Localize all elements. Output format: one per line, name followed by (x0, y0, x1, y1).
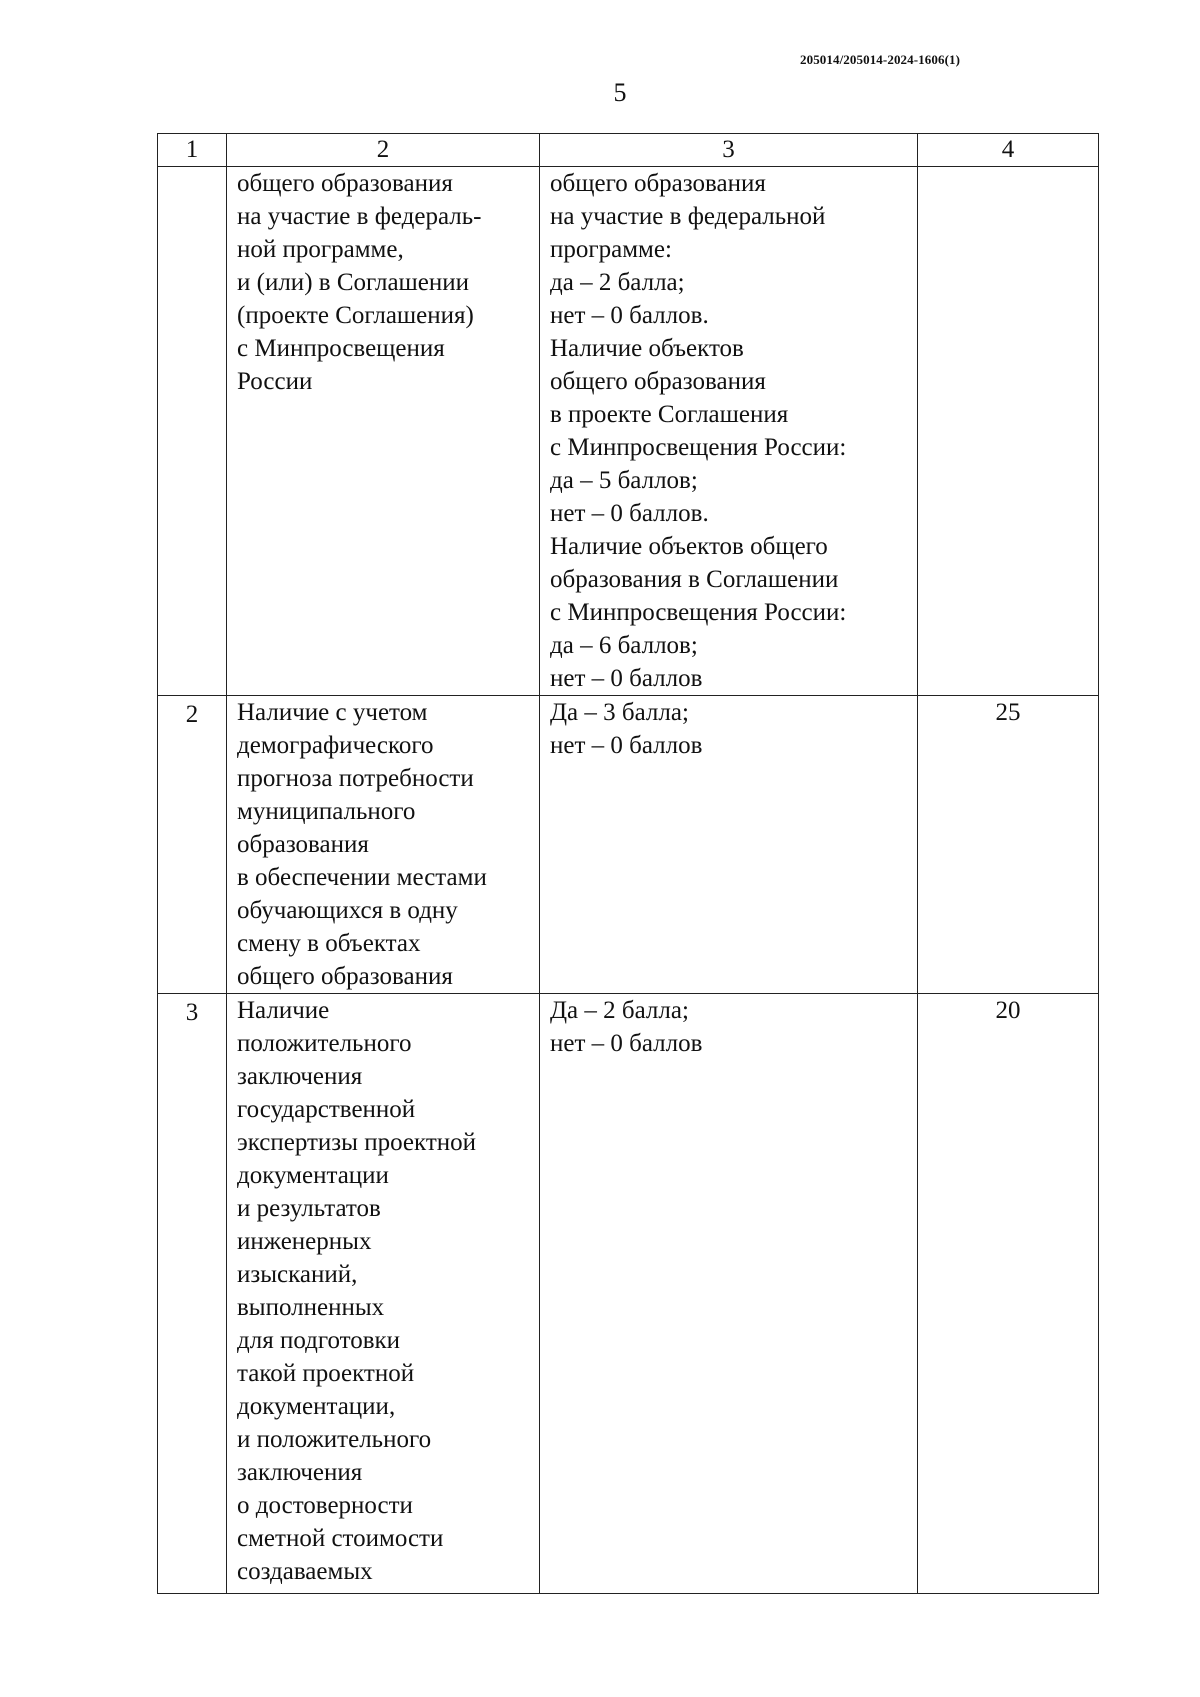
document-code: 205014/205014-2024-1606(1) (800, 52, 961, 67)
criterion-cell: Наличие с учетом демографического прогноза потребности муниципального образования в обеспечении местами обучающихся в одну смену в объектах общего образования (227, 696, 540, 994)
table-row (158, 696, 1099, 994)
row-number: 2 (158, 696, 227, 994)
page-number: 5 (613, 78, 627, 107)
weight-cell: 25 (918, 696, 1099, 994)
weight-cell (918, 167, 1099, 696)
scoring-cell: Да – 3 балла; нет – 0 баллов (540, 696, 918, 994)
column-header-2: 2 (227, 134, 540, 167)
column-header-1: 1 (158, 134, 227, 167)
row-number (158, 167, 227, 696)
weight-cell: 20 (918, 994, 1099, 1594)
table-header-row (158, 134, 1099, 167)
criterion-cell: общего образования на участие в федераль- ной программе, и (или) в Соглашении (проекте Соглашения) с Минпросвещения России (227, 167, 540, 696)
scoring-cell: общего образования на участие в федеральной программе: да – 2 балла; нет – 0 баллов. Наличие объектов общего образования в проекте Соглашения с Минпросвещения России: да – 5 баллов; нет – 0 баллов. Наличие объектов общего образования в Соглашении с Минпросвещения России: да – 6 баллов; нет – 0 баллов (540, 167, 918, 696)
scoring-cell: Да – 2 балла; нет – 0 баллов (540, 994, 918, 1594)
row-number: 3 (158, 994, 227, 1594)
column-header-4: 4 (918, 134, 1099, 167)
criterion-cell: Наличие положительного заключения государственной экспертизы проектной документации и результатов инженерных изысканий, выполненных для подготовки такой проектной документации, и положительного заключения о достоверности сметной стоимости создаваемых (227, 994, 540, 1594)
table-row (158, 167, 1099, 696)
column-header-3: 3 (540, 134, 918, 167)
criteria-table (157, 133, 1099, 1594)
table-row (158, 994, 1099, 1594)
